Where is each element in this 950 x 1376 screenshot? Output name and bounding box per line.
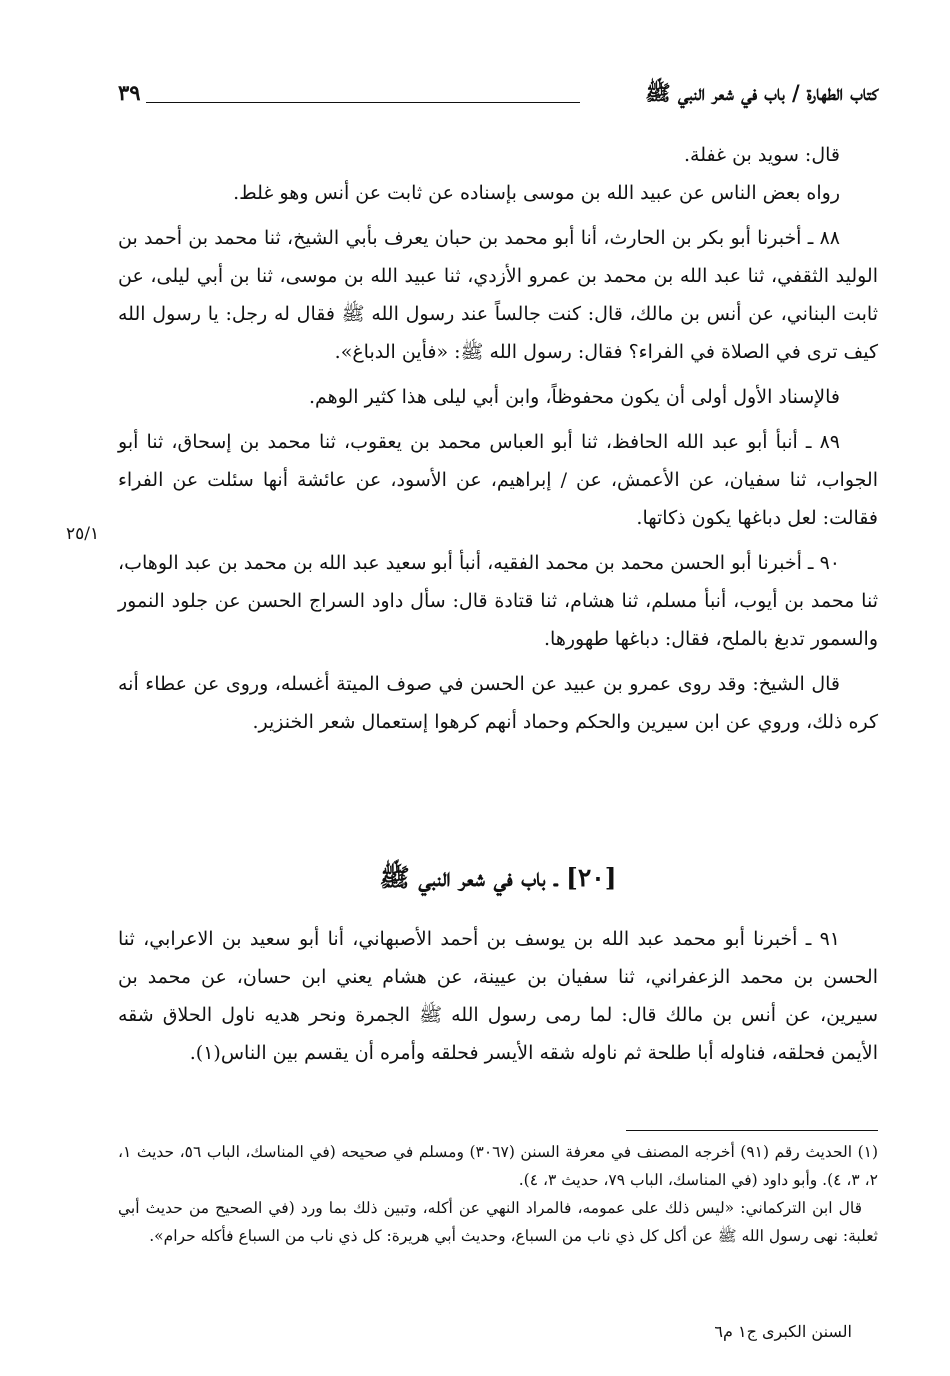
paragraph: رواه بعض الناس عن عبيد الله بن موسى بإسناده عن ثابت عن أنس وهو غلط. bbox=[233, 182, 840, 204]
hadith-90: ٩٠ ـ أخبرنا أبو الحسن محمد بن محمد الفقيه، أنبأ أبو سعيد عبد الله بن محمد بن عبد الوهاب، ثنا محمد بن أيوب، أنبأ مسلم، ثنا هشام، ثنا قتادة قال: سأل داود السراج الحسن عن جلود النمور والسمور تدبغ بالملح، فقال: دباغها طهورها. bbox=[118, 552, 878, 650]
footnote: قال ابن التركماني: «ليس ذلك على عمومه، فالمراد النهي عن أكله، وتبين ذلك بما ورد (في الصحيح من حديث أبي ثعلبة: نهى رسول الله ﷺ عن أكل كل ذي ناب من السباع، وحديث أبي هريرة: كل ذي ناب من السباع فأكله حرام». bbox=[118, 1199, 878, 1245]
footnote-rule bbox=[626, 1130, 878, 1131]
page-number: ٣٩ bbox=[118, 80, 141, 105]
printer-signature: السنن الكبرى ج١ م٦ bbox=[714, 1322, 852, 1341]
paragraph: فالإسناد الأول أولى أن يكون محفوظاً، وابن أبي ليلى هذا كثير الوهم. bbox=[308, 386, 840, 408]
body-section-1 bbox=[118, 136, 878, 741]
footnote: (١) الحديث رقم (٩١) أخرجه المصنف في معرفة السنن (٣٠٦٧) ومسلم في صحيحه (في المناسك، الباب ٥٦، حديث ١، ٢، ٣، ٤). وأبو داود (في المناسك، الباب ٧٩، حديث ٣، ٤). bbox=[118, 1143, 879, 1189]
running-title: كتاب الطهارة / باب في شعر النبي ﷺ bbox=[645, 80, 878, 105]
hadith-91: ٩١ ـ أخبرنا أبو محمد عبد الله بن يوسف بن أحمد الأصبهاني، أنا أبو سعيد بن الاعرابي، ثنا الحسن بن محمد الزعفراني، ثنا سفيان بن عيينة، عن هشام يعني ابن حسان، عن محمد بن سيرين، عن أنس بن مالك قال: لما رمى رسول الله ﷺ الجمرة ونحر هديه ناول الحلاق شقه الأيمن فحلقه، فناوله أبا طلحة ثم ناوله شقه الأيسر فحلقه وأمره أن يقسم بين الناس(١). bbox=[118, 928, 878, 1064]
chapter-heading: [٢٠] ـ باب في شعر النبي ﷺ bbox=[379, 863, 617, 892]
hadith-89: ٨٩ ـ أنبأ أبو عبد الله الحافظ، ثنا أبو العباس محمد بن يعقوب، ثنا محمد بن إسحاق، ثنا أبو الجواب، ثنا سفيان، عن الأعمش، عن / إبراهيم، عن الأسود، عن عائشة أنها سئلت عن الفراء فقالت: لعل دباغها يكون ذكاتها. bbox=[118, 431, 878, 529]
side-reference: ٢٥/١ bbox=[66, 524, 100, 544]
body-section-2 bbox=[118, 920, 878, 1072]
paragraph: قال: سويد بن غفلة. bbox=[683, 144, 840, 166]
paragraph: قال الشيخ: وقد روى عمرو بن عبيد عن الحسن في صوف الميتة أغسله، وروى عن عطاء أنه كره ذلك، وروي عن ابن سيرين والحكم وحماد أنهم كرهوا إستعمال شعر الخنزير. bbox=[118, 673, 878, 733]
footnotes bbox=[118, 1138, 878, 1250]
running-header bbox=[118, 74, 878, 110]
hadith-88: ٨٨ ـ أخبرنا أبو بكر بن الحارث، أنا أبو محمد بن حبان يعرف بأبي الشيخ، ثنا محمد بن أحمد بن الوليد الثقفي، ثنا عبد الله بن محمد بن عمرو الأزدي، ثنا عبيد الله بن موسى، ثنا بن أبي ليلى، عن ثابت البناني، عن أنس بن مالك، قال: كنت جالساً عند رسول الله ﷺ فقال له رجل: يا رسول الله كيف ترى في الصلاة في الفراء؟ فقال: رسول الله ﷺ: «فأين الدباغ». bbox=[118, 227, 878, 363]
header-rule bbox=[146, 102, 580, 103]
